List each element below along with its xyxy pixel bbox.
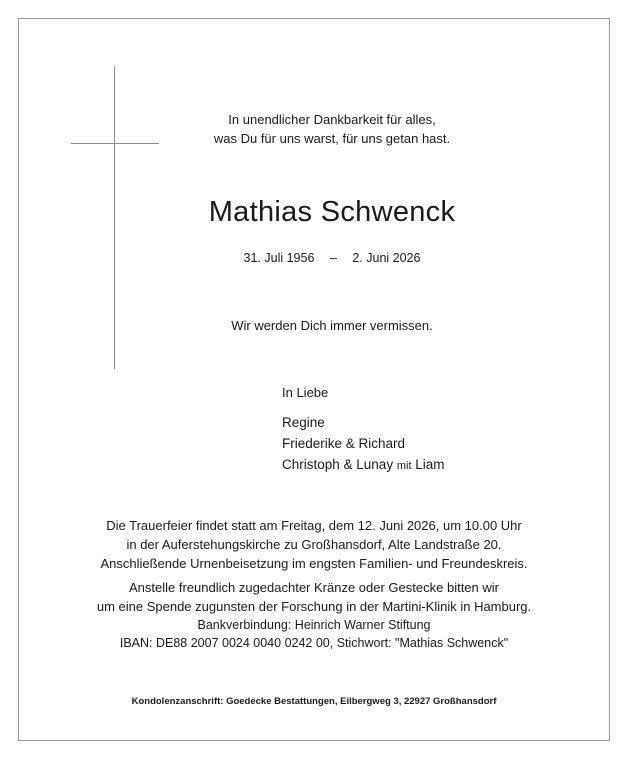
life-dates — [60, 251, 604, 265]
donation-request — [30, 578, 598, 616]
bank-line-1: Bankverbindung: Heinrich Warner Stiftung — [197, 618, 431, 632]
family-lead: In Liebe — [282, 385, 329, 400]
date-separator: – — [329, 251, 337, 265]
ceremony-line-2: in der Auferstehungskirche zu Großhansdorf, Alte Landstraße 20. — [126, 537, 502, 552]
family-block — [282, 385, 445, 477]
family-member: Regine — [282, 415, 325, 430]
intro-verse — [60, 110, 604, 148]
family-member: Friederike & Richard — [282, 436, 406, 451]
family-connector: mit — [396, 460, 412, 472]
ceremony-line-1: Die Trauerfeier findet statt am Freitag, dem 12. Juni 2026, um 10.00 Uhr — [106, 518, 522, 533]
birth-date: 31. Juli 1956 — [243, 251, 315, 265]
donation-line-1: Anstelle freundlich zugedachter Kränze oder Gestecke bitten wir — [129, 580, 499, 595]
condolence-address: Kondolenzanschrift: Goedecke Bestattungen, Eilbergweg 3, 22927 Großhansdorf — [131, 696, 497, 707]
intro-line-2: was Du für uns warst, für uns getan hast. — [213, 131, 451, 146]
deceased-name: Mathias Schwenck — [208, 196, 456, 228]
ceremony-line-3: Anschließende Urnenbeisetzung im engsten Familien- und Freundeskreis. — [100, 556, 528, 571]
death-date: 2. Juni 2026 — [352, 251, 421, 265]
bank-details — [30, 616, 598, 652]
farewell-message: Wir werden Dich immer vermissen. — [231, 318, 433, 333]
ceremony-info — [30, 516, 598, 573]
family-child: Liam — [415, 457, 445, 472]
donation-line-2: um eine Spende zugunsten der Forschung in der Martini-Klinik in Hamburg. — [96, 599, 532, 614]
intro-line-1: In unendlicher Dankbarkeit für alles, — [228, 112, 436, 127]
family-member-names: Christoph & Lunay — [282, 457, 394, 472]
bank-line-2: IBAN: DE88 2007 0024 0040 0242 00, Stichwort: "Mathias Schwenck" — [119, 636, 509, 650]
family-member — [282, 454, 445, 477]
